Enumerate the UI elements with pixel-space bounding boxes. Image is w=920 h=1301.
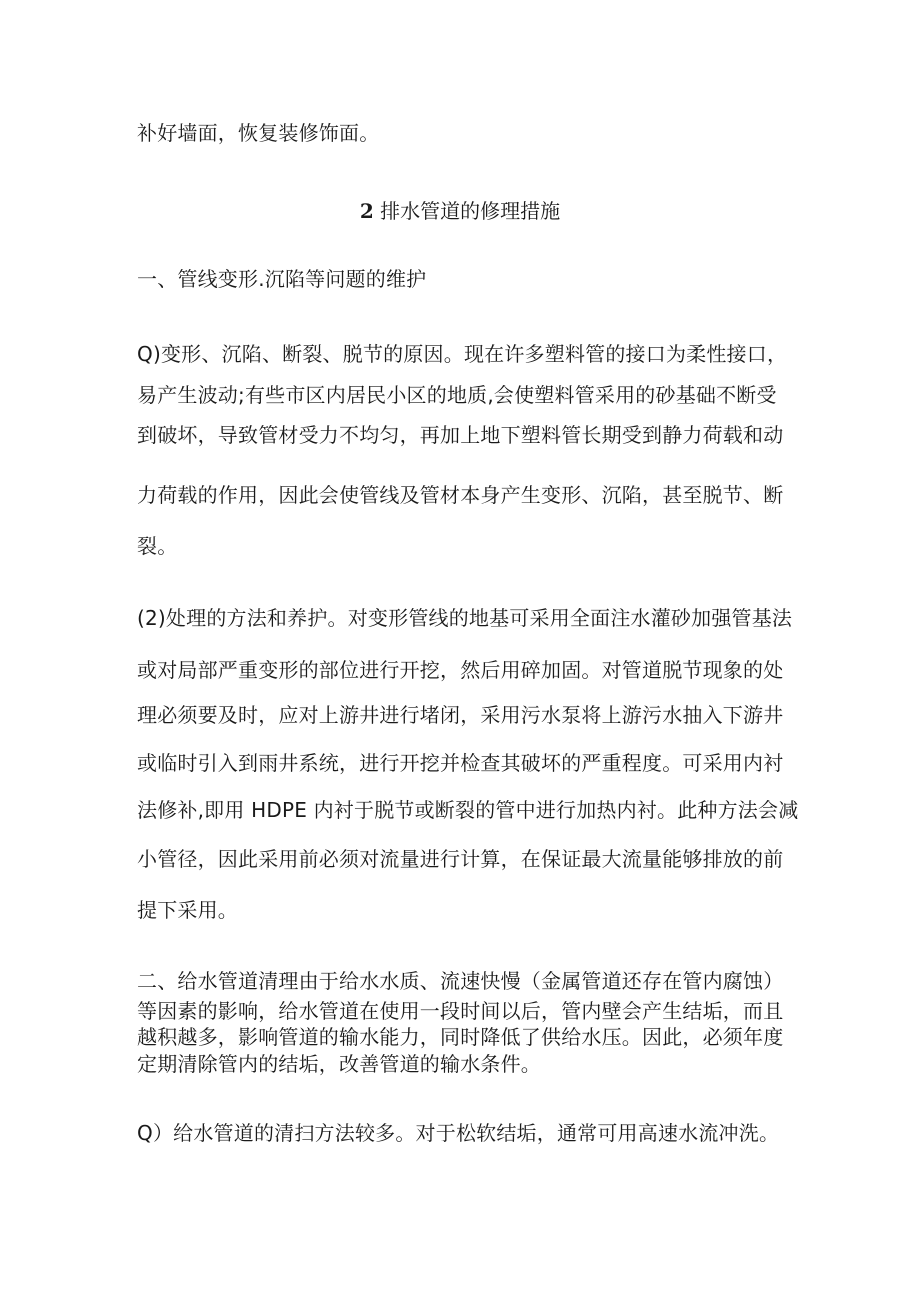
paragraph-line: 法修补,即用 HDPE 内衬于脱节或断裂的管中进行加热内衬。此种方法会减 <box>137 798 799 822</box>
paragraph-line: 理必须要及时，应对上游井进行堵闭，采用污水泵将上游污水抽入下游井 <box>137 703 784 727</box>
paragraph-line: 小管径，因此采用前必须对流量进行计算，在保证最大流量能够排放的前 <box>137 847 784 871</box>
paragraph-line: 力荷载的作用，因此会使管线及管材本身产生变形、沉陷，甚至脱节、断 <box>137 483 784 507</box>
paragraph-line: 或临时引入到雨井系统，进行开挖并检查其破坏的严重程度。可采用内衬 <box>137 751 784 775</box>
paragraph-line: 补好墙面，恢复装修饰面。 <box>137 121 380 145</box>
paragraph-line: 提下采用。 <box>137 898 238 922</box>
section-heading-text: 排水管道的修理措施 <box>373 199 561 223</box>
paragraph-line: Q)变形、沉陷、断裂、脱节的原因。现在许多塑料管的接口为柔性接口， <box>137 342 788 366</box>
paragraph-line: 到破坏，导致管材受力不均匀，再加上地下塑料管长期受到静力荷载和动 <box>137 423 784 447</box>
paragraph-line: 等因素的影响，给水管道在使用一段时间以后，管内壁会产生结垢，而且 <box>137 999 784 1023</box>
paragraph-line: 易产生波动;有些市区内居民小区的地质,会使塑料管采用的砂基础不断受 <box>137 383 777 407</box>
paragraph-line: Q）给水管道的清扫方法较多。对于松软结垢，通常可用高速水流冲洗。 <box>137 1121 780 1145</box>
paragraph-line: 二、给水管道清理由于给水水质、流速快慢（金属管道还存在管内腐蚀） <box>137 969 784 993</box>
paragraph-line: 或对局部严重变形的部位进行开挖，然后用碎加固。对管道脱节现象的处 <box>137 658 784 682</box>
paragraph-line: 裂。 <box>137 534 178 558</box>
section-heading-number: 2 <box>359 199 374 223</box>
paragraph-line: (2)处理的方法和养护。对变形管线的地基可采用全面注水灌砂加强管基法 <box>137 606 793 630</box>
subsection-heading: 一、管线变形.沉陷等问题的维护 <box>137 267 427 291</box>
paragraph-line: 定期清除管内的结垢，改善管道的输水条件。 <box>137 1052 541 1076</box>
paragraph-line: 越积越多，影响管道的输水能力，同时降低了供给水压。因此，必须年度 <box>137 1025 784 1049</box>
section-heading <box>0 198 920 224</box>
